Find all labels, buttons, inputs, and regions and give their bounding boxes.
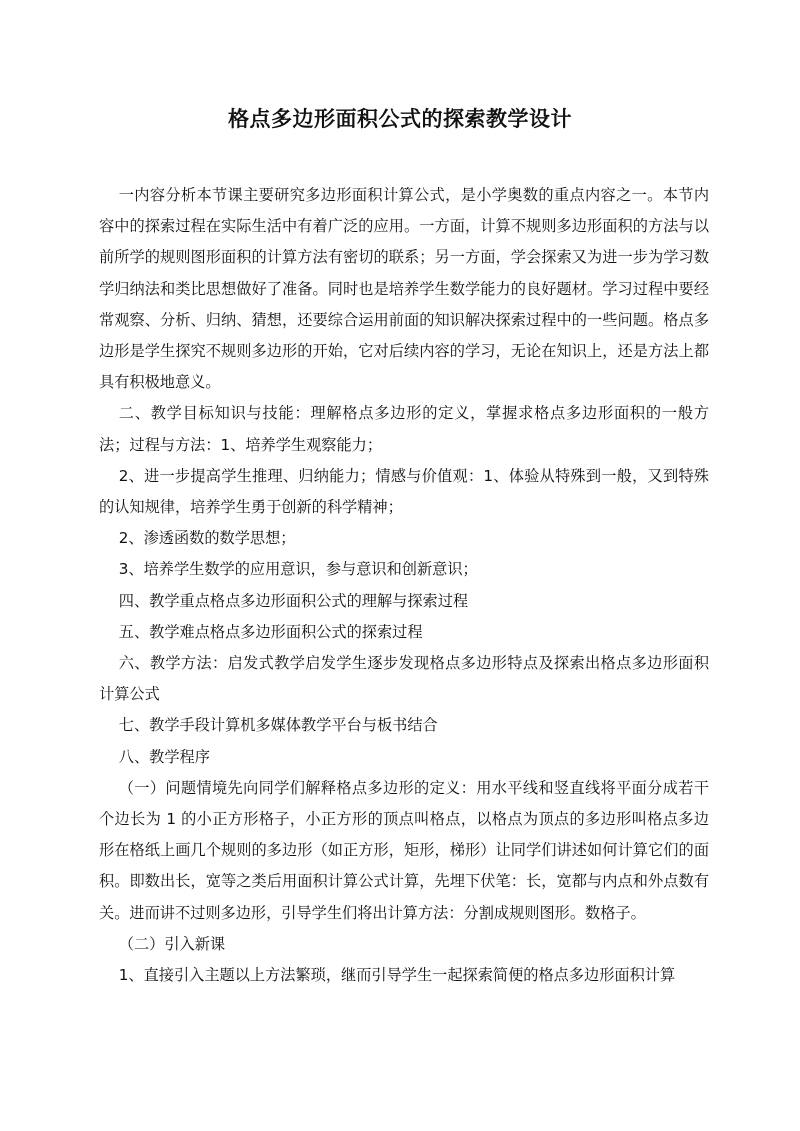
- paragraph-function-thinking: 2、渗透函数的数学思想；: [118, 529, 296, 548]
- paragraph-key-points: 四、教学重点格点多边形面积公式的理解与探索过程: [118, 591, 469, 610]
- paragraph-difficult-points: 五、教学难点格点多边形面积公式的探索过程: [118, 622, 423, 641]
- paragraph-new-lesson: （二）引入新课: [118, 934, 226, 953]
- paragraph-content-analysis: 一内容分析本节课主要研究多边形面积计算公式，是小学奥数的重点内容之一。本节内容中的探索过程在实际生活中有着广泛的应用。一方面，计算不规则多边形面积的方法与以前所学的规则图形面积的计算方法有密切的联系；另一方面，学会探索又为进一步为学习数学归纳法和类比思想做好了准备。同时也是培养学生数学能力的良好题材。学习过程中要经常观察、分析、归纳、猜想，还要综合运用前面的知识解决探索过程中的一些问题。格点多边形是学生探究不规则多边形的开始，它对后续内容的学习，无论在知识上，还是方法上都具有积极地意义。: [99, 186, 709, 392]
- paragraph-teaching-method: 六、教学方法：启发式教学启发学生逐步发现格点多边形特点及探索出格点多边形面积计算公式: [99, 654, 709, 704]
- paragraph-application-awareness: 3、培养学生数学的应用意识，参与意识和创新意识；: [118, 560, 478, 579]
- paragraph-problem-situation: （一）问题情境先向同学们解释格点多边形的定义：用水平线和竖直线将平面分成若干个边长为 1 的小正方形格子，小正方形的顶点叫格点，以格点为顶点的多边形叫格点多边形在格纸上画几个规则的多边形（如正方形，矩形，梯形）让同学们讲述如何计算它们的面积。即数出长，宽等之类后用面积计算公式计算，先埋下伏笔：长，宽都与内点和外点数有关。进而讲不过则多边形，引导学生们将出计算方法：分割成规则图形。数格子。: [99, 778, 709, 922]
- paragraph-teaching-means: 七、教学手段计算机多媒体教学平台与板书结合: [118, 716, 438, 735]
- paragraph-teaching-procedure: 八、教学程序: [118, 747, 210, 766]
- document-title: 格点多边形面积公式的探索教学设计: [228, 107, 572, 131]
- paragraph-direct-introduction: 1、直接引入主题以上方法繁琐，继而引导学生一起探索简便的格点多边形面积计算: [118, 966, 676, 985]
- paragraph-objective-2: 2、进一步提高学生推理、归纳能力；情感与价值观：1、体验从特殊到一般，又到特殊的认知规律，培养学生勇于创新的科学精神；: [99, 466, 709, 517]
- document-body: [99, 180, 709, 991]
- paragraph-teaching-objectives: 二、教学目标知识与技能：理解格点多边形的定义，掌握求格点多边形面积的一般方法；过程与方法：1、培养学生观察能力；: [99, 404, 709, 454]
